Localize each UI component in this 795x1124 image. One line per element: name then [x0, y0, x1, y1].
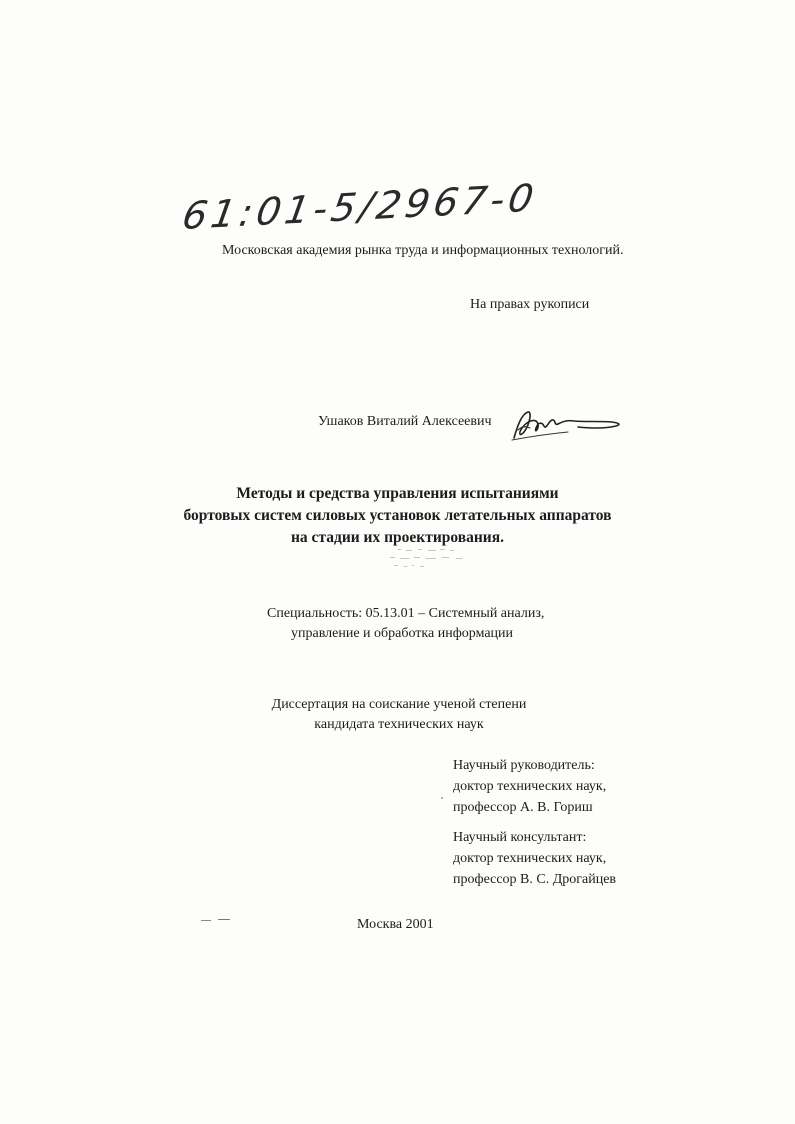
dissertation-title: [150, 483, 645, 549]
consultant-degree: доктор технических наук,: [453, 851, 607, 866]
specialty-line-2: управление и обработка информации: [291, 626, 514, 641]
manuscript-note: На правах рукописи: [470, 297, 590, 312]
title-line-3: на стадии их проектирования.: [290, 529, 504, 546]
supervisor-name: профессор А. В. Гориш: [453, 800, 593, 815]
consultant-role: Научный консультант:: [453, 830, 587, 845]
scan-speck: [201, 920, 211, 921]
scan-speck: [441, 797, 443, 799]
scan-speck: [218, 919, 230, 920]
consultant-name: профессор В. С. Дрогайцев: [453, 872, 617, 887]
specialty-block: [267, 604, 544, 644]
city-year: Москва 2001: [357, 917, 434, 932]
dissertation-note: [270, 695, 528, 735]
signature-icon: [508, 404, 628, 444]
catalog-stamp: 61:01-5/2967-0: [179, 175, 541, 238]
supervisor-block: [453, 755, 606, 818]
faint-scan-marks: [380, 545, 480, 575]
dissertation-line-1: Диссертация на соискание ученой степени: [271, 697, 527, 712]
author-name: Ушаков Виталий Алексеевич: [318, 414, 492, 429]
institution-name: Московская академия рынка труда и информационных технологий.: [222, 243, 624, 258]
dissertation-line-2: кандидата технических наук: [314, 717, 484, 732]
specialty-line-1: Специальность: 05.13.01 – Системный анализ,: [267, 606, 545, 621]
title-line-2: бортовых систем силовых установок летательных аппаратов: [183, 507, 612, 524]
supervisor-degree: доктор технических наук,: [453, 779, 607, 794]
supervisor-role: Научный руководитель:: [453, 758, 595, 773]
title-line-1: Методы и средства управления испытаниями: [236, 485, 559, 502]
consultant-block: [453, 827, 616, 890]
